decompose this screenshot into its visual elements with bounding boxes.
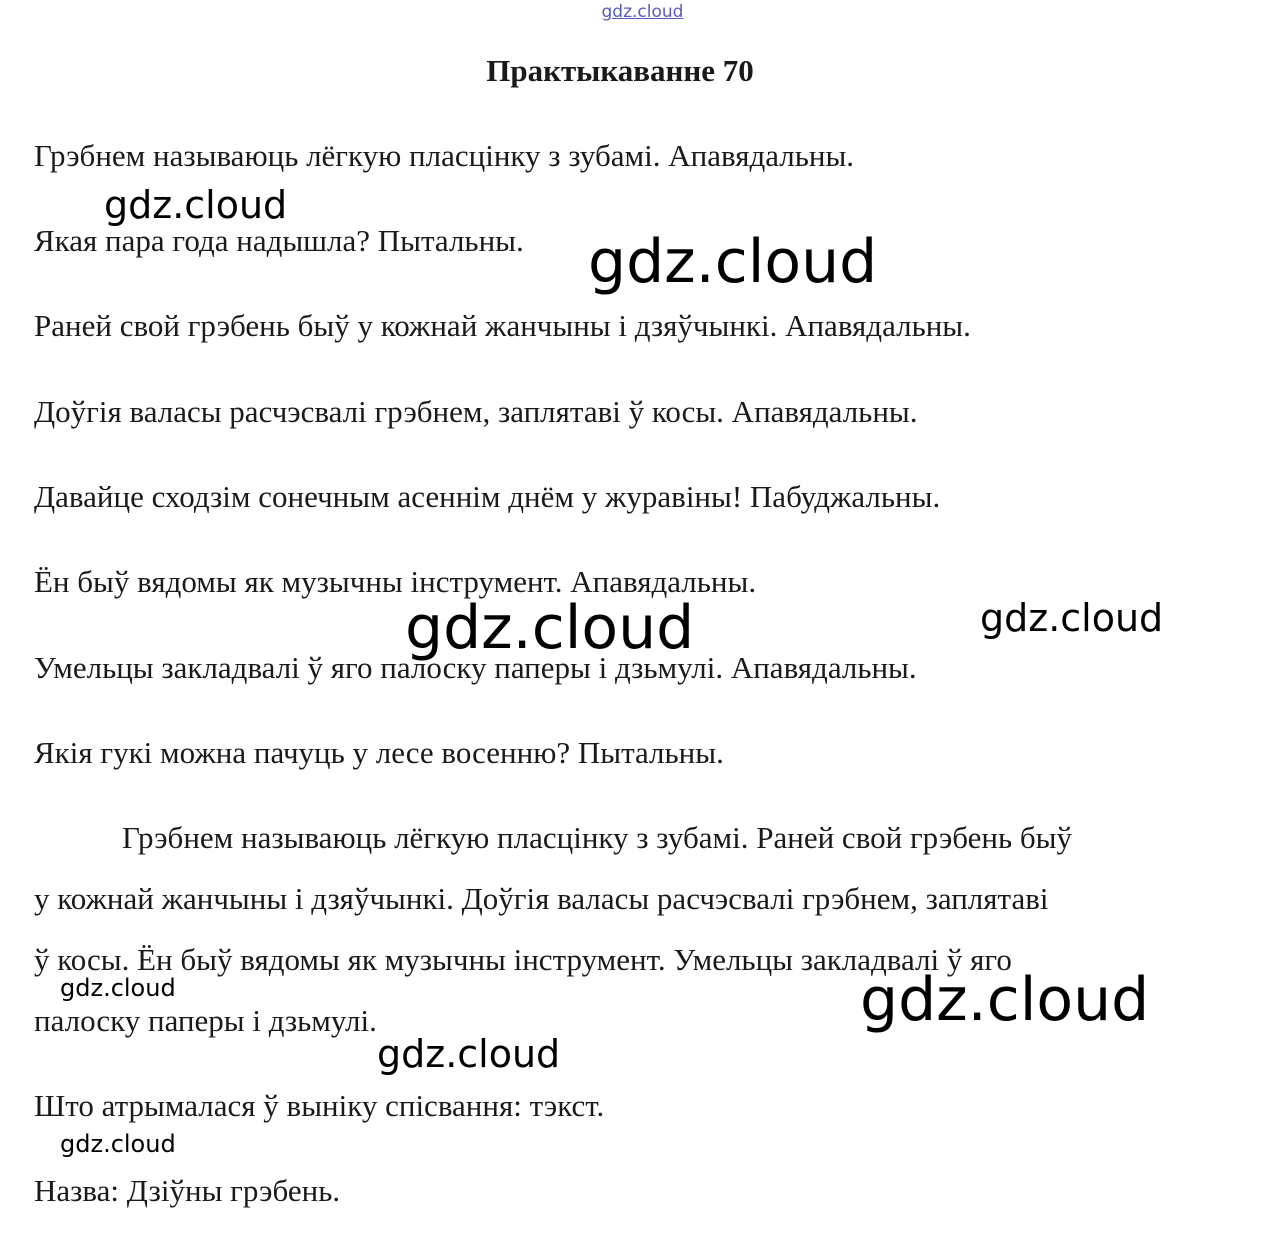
site-watermark-top: gdz.cloud [601,2,684,22]
watermark: gdz.cloud [104,183,288,227]
watermark: gdz.cloud [860,965,1150,1035]
sentence-3: Раней свой грэбень быў у кожнай жанчыны і дзяўчынкі. Апавядальны. [34,308,971,343]
watermark: gdz.cloud [60,1130,176,1158]
sentence-4: Доўгія валасы расчэсвалі грэбнем, заплятаві ў косы. Апавядальны. [34,394,918,429]
watermark: gdz.cloud [405,593,695,663]
paragraph-line-1: Грэбнем называюць лёгкую пласцінку з зубамі. Раней свой грэбень быў [122,820,1072,855]
sentence-5: Давайце сходзім сонечным асеннім днём у журавіны! Пабуджальны. [34,479,941,514]
sentence-2: Якая пара года надышла? Пытальны. [34,223,524,258]
watermark: gdz.cloud [588,227,878,297]
paragraph-line-4: палоску паперы і дзьмулі. [34,1003,377,1038]
paragraph-line-2: у кожнай жанчыны і дзяўчынкі. Доўгія валасы расчэсвалі грэбнем, заплятаві [34,881,1049,916]
sentence-8: Якія гукі можна пачуць у лесе восенню? Пытальны. [34,735,724,770]
watermark: gdz.cloud [377,1032,561,1076]
exercise-title: Практыкаванне 70 [486,53,754,88]
name-line: Назва: Дзіўны грэбень. [34,1173,341,1208]
watermark: gdz.cloud [60,974,176,1002]
sentence-6: Ён быў вядомы як музычны інструмент. Апавядальны. [34,564,757,599]
sentence-7: Умельцы закладвалі ў яго палоску паперы і дзьмулі. Апавядальны. [34,650,917,685]
result-line: Што атрымалася ў выніку спісвання: тэкст. [34,1088,605,1123]
paragraph-line-3: ў косы. Ён быў вядомы як музычны інструмент. Умельцы закладвалі ў яго [34,942,1012,977]
sentence-1: Грэбнем называюць лёгкую пласцінку з зубамі. Апавядальны. [34,138,855,173]
watermark: gdz.cloud [980,596,1164,640]
